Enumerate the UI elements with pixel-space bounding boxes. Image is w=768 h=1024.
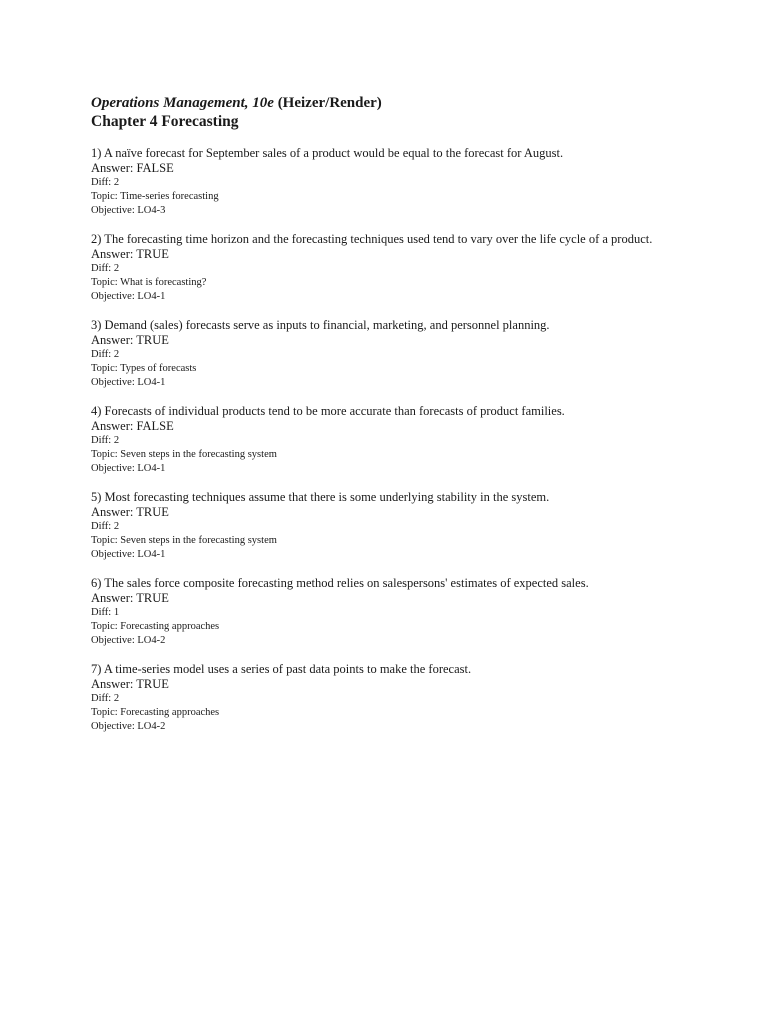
question-objective: Objective: LO4-2 — [91, 635, 166, 646]
question-topic: Topic: Forecasting approaches — [91, 621, 220, 632]
question-text: 5) Most forecasting techniques assume that there is some underlying stability in the system. — [91, 490, 550, 504]
question-block — [91, 318, 691, 390]
question-objective: Objective: LO4-1 — [91, 463, 166, 474]
question-difficulty: Diff: 2 — [91, 693, 120, 704]
question-block — [91, 490, 691, 562]
question-text: 2) The forecasting time horizon and the forecasting techniques used tend to vary over the life cycle of a product. — [91, 232, 653, 246]
question-block — [91, 576, 691, 648]
question-answer: Answer: FALSE — [91, 419, 174, 433]
question-block — [91, 662, 691, 734]
question-answer: Answer: FALSE — [91, 161, 174, 175]
question-objective: Objective: LO4-2 — [91, 721, 166, 732]
question-topic: Topic: What is forecasting? — [91, 277, 207, 288]
question-block — [91, 232, 691, 304]
chapter-title: Chapter 4 Forecasting — [91, 113, 239, 130]
question-answer: Answer: TRUE — [91, 333, 169, 347]
question-text: 1) A naïve forecast for September sales of a product would be equal to the forecast for August. — [91, 146, 564, 160]
question-answer: Answer: TRUE — [91, 591, 169, 605]
question-answer: Answer: TRUE — [91, 247, 169, 261]
question-topic: Topic: Seven steps in the forecasting system — [91, 449, 277, 460]
question-objective: Objective: LO4-1 — [91, 549, 166, 560]
question-block — [91, 146, 691, 218]
question-text: 6) The sales force composite forecasting method relies on salespersons' estimates of expected sales. — [91, 576, 589, 590]
question-difficulty: Diff: 2 — [91, 177, 120, 188]
question-topic: Topic: Time-series forecasting — [91, 191, 219, 202]
question-difficulty: Diff: 2 — [91, 435, 120, 446]
question-topic: Topic: Seven steps in the forecasting system — [91, 535, 277, 546]
question-difficulty: Diff: 1 — [91, 607, 120, 618]
document-page — [91, 95, 691, 748]
question-topic: Topic: Forecasting approaches — [91, 707, 220, 718]
question-block — [91, 404, 691, 476]
question-difficulty: Diff: 2 — [91, 349, 120, 360]
question-objective: Objective: LO4-1 — [91, 377, 166, 388]
question-objective: Objective: LO4-3 — [91, 205, 166, 216]
question-objective: Objective: LO4-1 — [91, 291, 166, 302]
question-text: 3) Demand (sales) forecasts serve as inputs to financial, marketing, and personnel planning. — [91, 318, 550, 332]
question-answer: Answer: TRUE — [91, 677, 169, 691]
book-title-line — [91, 95, 691, 112]
book-title: Operations Management, 10e — [91, 95, 274, 111]
question-answer: Answer: TRUE — [91, 505, 169, 519]
question-text: 4) Forecasts of individual products tend to be more accurate than forecasts of product families. — [91, 404, 565, 418]
book-authors: (Heizer/Render) — [277, 95, 382, 111]
question-topic: Topic: Types of forecasts — [91, 363, 197, 374]
question-difficulty: Diff: 2 — [91, 263, 120, 274]
question-difficulty: Diff: 2 — [91, 521, 120, 532]
question-text: 7) A time-series model uses a series of past data points to make the forecast. — [91, 662, 472, 676]
